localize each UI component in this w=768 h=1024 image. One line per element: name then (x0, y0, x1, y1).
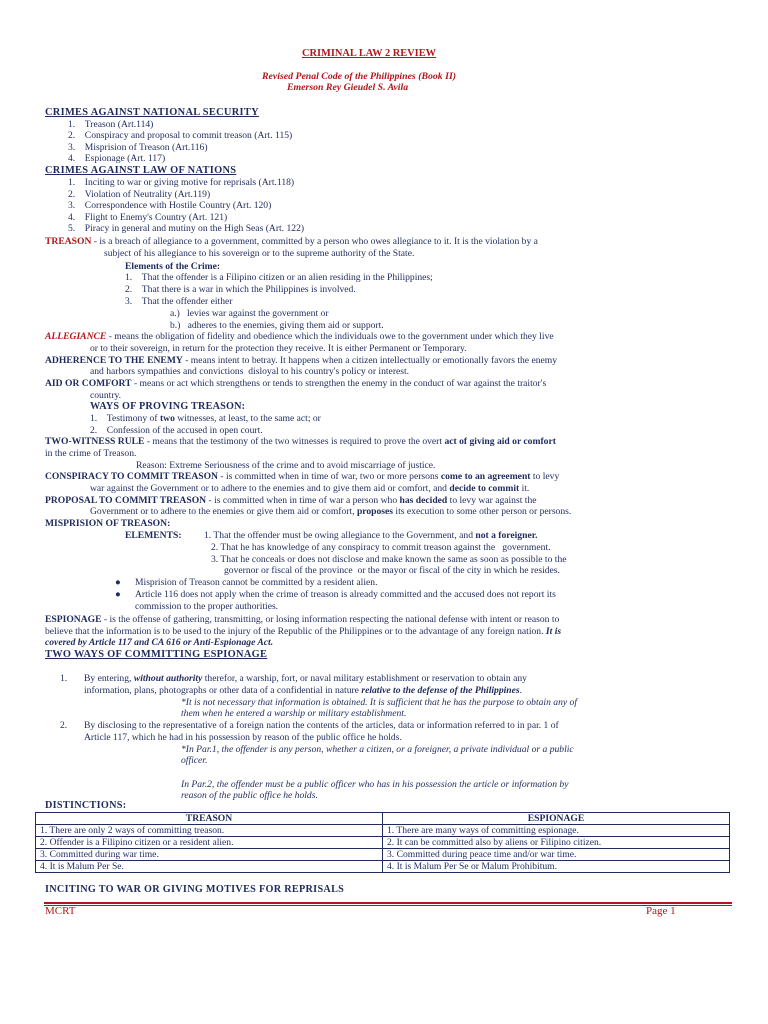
definition-text: - means intent to betray. It happens when a citizen intellectually or emotionally favors the enemy (182, 355, 558, 366)
definition-text-bold: decide to commit (449, 483, 520, 494)
definition-text: in the crime of Treason. (45, 448, 137, 459)
bullet-item: commission to the proper authorities. (135, 601, 279, 612)
list-text: therefor, a warship, fort, or naval military establishment or reservation to obtain any (202, 673, 527, 684)
list-text-bold: relative to the defense of the Philippines (361, 685, 520, 696)
bullet-item: Article 116 does not apply when the crime of treason is already committed and the accused does not report its (135, 589, 556, 600)
list-item: 2. That he has knowledge of any conspiracy to commit treason against the government. (211, 542, 551, 553)
list-item: 1. That the offender is a Filipino citizen or an alien residing in the Philippines; (125, 272, 433, 283)
note-text: In Par.2, the offender must be a public officer who has in his possession the article or information by (181, 779, 569, 790)
list-number: 2. (60, 720, 68, 731)
list-item: 2. Conspiracy and proposal to commit treason (Art. 115) (68, 130, 293, 141)
doc-subtitle: Revised Penal Code of the Philippines (Book II) (262, 71, 457, 82)
table-cell: 3. Committed during peace time and/or war time. (383, 849, 730, 861)
list-item: 2. Violation of Neutrality (Art.119) (68, 189, 211, 200)
table-cell: 3. Committed during war time. (36, 849, 383, 861)
list-item (84, 685, 522, 697)
elements-heading: Elements of the Crime: (125, 261, 221, 272)
distinctions-heading: DISTINCTIONS: (45, 800, 127, 811)
definition-text-bold: proposes (356, 506, 394, 517)
list-item: 2. That there is a war in which the Philippines is involved. (125, 284, 356, 295)
list-item (90, 413, 321, 425)
list-text: witnesses, at least, to the same act; or (174, 413, 321, 424)
definition-text: its execution to some other person or persons. (393, 506, 572, 517)
definition-text-bold: covered by Article 117 and CA 616 or Anti-Espionage Act. (45, 637, 274, 648)
list-text: By entering, (84, 673, 134, 684)
term-aid-or-comfort: AID OR COMFORT (45, 378, 132, 389)
allegiance-definition (45, 331, 554, 343)
definition-text: - is committed when in time of war a person who (206, 495, 400, 506)
definition-text-line (90, 506, 571, 518)
definition-text: subject of his allegiance to his sovereign or to the supreme authority of the State. (104, 248, 415, 259)
table-row (36, 825, 730, 837)
note-text: them when he entered a warship or military establishment. (181, 708, 407, 719)
note-text: reason of the public office he holds. (181, 790, 318, 801)
list-item: 5. Piracy in general and mutiny on the High Seas (Art. 122) (68, 223, 305, 234)
list-item: Article 117, which he had in his possession by reason of the public office he holds. (84, 732, 402, 743)
proposal-definition (45, 495, 537, 507)
doc-title: CRIMINAL LAW 2 REVIEW (302, 48, 437, 59)
list-text: 1. That the offender must be owing allegiance to the Government, and (204, 530, 476, 541)
list-item: 4. Espionage (Art. 117) (68, 153, 166, 164)
note-text: *It is not necessary that information is obtained. It is sufficient that he has the purpose to obtain any of (181, 697, 577, 708)
table-cell: 2. Offender is a Filipino citizen or a resident alien. (36, 837, 383, 849)
list-item: governor or fiscal of the province or the mayor or fiscal of the city in which he resides. (224, 565, 560, 576)
definition-text: - means the obligation of fidelity and obedience which the individuals owe to the government under which they live (106, 331, 554, 342)
term-espionage: ESPIONAGE (45, 614, 102, 625)
footer-left: MCRT (45, 905, 76, 917)
table-row (36, 861, 730, 873)
term-conspiracy: CONSPIRACY TO COMMIT TREASON (45, 471, 218, 482)
definition-text-bold: act of giving aid or comfort (444, 436, 556, 447)
definition-text: war against the Government or to adhere to the enemies and to give them aid or comfort, and (90, 483, 450, 494)
conspiracy-definition (45, 471, 559, 483)
table-header-row (36, 813, 730, 825)
definition-text: to levy war against the (447, 495, 537, 506)
bullet-marker: ● (115, 589, 121, 600)
list-text-bold: not a foreigner. (475, 530, 538, 541)
doc-author: Emerson Rey Gieudel S. Avila (287, 82, 409, 93)
table-cell: 1. There are only 2 ways of committing treason. (36, 825, 383, 837)
adherence-definition (45, 355, 557, 367)
treason-definition (45, 236, 538, 248)
list-text: 1. Testimony of (90, 413, 160, 424)
term-proposal: PROPOSAL TO COMMIT TREASON (45, 495, 207, 506)
table-header-treason: TREASON (36, 813, 383, 825)
definition-text-bold: come to an agreement (440, 471, 531, 482)
definition-text: - means that the testimony of the two witnesses is required to prove the overt (144, 436, 445, 447)
list-item: 3. Correspondence with Hostile Country (Art. 120) (68, 200, 272, 211)
definition-text: it. (519, 483, 530, 494)
list-text: information, plans, photographs or other data of a confidential in nature (84, 685, 362, 696)
list-item: 1. Inciting to war or giving motive for reprisals (Art.118) (68, 177, 295, 188)
table-row (36, 849, 730, 861)
two-witness-definition (45, 436, 556, 448)
definition-text: country. (90, 390, 122, 401)
definition-text: - is committed when in time of war, two or more persons (217, 471, 441, 482)
definition-text: - means or act which strengthens or tends to strengthen the enemy in the conduct of war against the traitor's (131, 378, 547, 389)
note-text: officer. (181, 755, 208, 766)
list-text: . (519, 685, 523, 696)
list-item: 3. Misprision of Treason (Art.116) (68, 142, 208, 153)
espionage-definition (45, 614, 559, 626)
table-cell: 1. There are many ways of committing espionage. (383, 825, 730, 837)
note-text: *In Par.1, the offender is any person, whether a citizen, or a foreigner, a private individual or a public (181, 744, 574, 755)
elements-heading: ELEMENTS: (125, 530, 182, 541)
table-cell: 4. It is Malum Per Se or Malum Prohibitum. (383, 861, 730, 873)
table-header-espionage: ESPIONAGE (383, 813, 730, 825)
list-item (204, 530, 537, 542)
list-item: 1. Treason (Art.114) (68, 119, 154, 130)
ways-heading: WAYS OF PROVING TREASON: (90, 401, 246, 412)
reason-text: Reason: Extreme Seriousness of the crime and to avoid miscarriage of justice. (136, 460, 436, 471)
list-item: 3. That he conceals or does not disclose and make known the same as soon as possible to the (211, 554, 567, 565)
definition-text: or to their sovereign, in return for the protection they receive. It is either Permanent or Temporary. (90, 343, 467, 354)
definition-text-line (90, 483, 529, 495)
definition-text: to levy (530, 471, 560, 482)
section-heading-national-security: CRIMES AGAINST NATIONAL SECURITY (45, 107, 259, 118)
footer-divider (44, 905, 732, 906)
term-treason: TREASON (45, 236, 92, 247)
definition-text: - is the offense of gathering, transmitting, or losing information respecting the national defense with intent or reason to (101, 614, 560, 625)
definition-text: believe that the information is to be used to the injury of the Republic of the Philippines or to the advantage of any foreign nation. (45, 626, 546, 637)
term-allegiance: ALLEGIANCE (45, 331, 107, 342)
list-item: 2. Confession of the accused in open court. (90, 425, 263, 436)
list-item: 3. That the offender either (125, 296, 233, 307)
aid-definition (45, 378, 546, 390)
table-cell: 4. It is Malum Per Se. (36, 861, 383, 873)
term-adherence: ADHERENCE TO THE ENEMY (45, 355, 183, 366)
list-text-bold: two (159, 413, 175, 424)
term-two-witness-rule: TWO-WITNESS RULE (45, 436, 145, 447)
definition-text: - is a breach of allegiance to a government, committed by a person who owes allegiance to it. It is the violation by a (91, 236, 538, 247)
list-item (84, 673, 527, 685)
definition-text-bold: has decided (399, 495, 448, 506)
section-heading-two-ways: TWO WAYS OF COMMITTING ESPIONAGE (45, 649, 268, 660)
list-text-bold: without authority (133, 673, 203, 684)
distinctions-table (35, 812, 730, 873)
list-number: 1. (60, 673, 68, 684)
bullet-item: Misprision of Treason cannot be committed by a resident alien. (135, 577, 378, 588)
table-row (36, 837, 730, 849)
section-heading-inciting: INCITING TO WAR OR GIVING MOTIVES FOR REPRISALS (45, 884, 345, 895)
term-misprision: MISPRISION OF TREASON: (45, 518, 171, 529)
page-number: Page 1 (646, 905, 676, 917)
bullet-marker: ● (115, 577, 121, 588)
list-item: 4. Flight to Enemy's Country (Art. 121) (68, 212, 228, 223)
section-heading-law-of-nations: CRIMES AGAINST LAW OF NATIONS (45, 165, 237, 176)
list-item: b.) adheres to the enemies, giving them aid or support. (170, 320, 384, 331)
footer-divider (44, 902, 732, 904)
definition-text-line (45, 626, 561, 638)
table-cell: 2. It can be committed also by aliens or Filipino citizen. (383, 837, 730, 849)
definition-text-bold: It is (545, 626, 562, 637)
definition-text: Government or to adhere to the enemies or give them aid or comfort, (90, 506, 357, 517)
list-item: By disclosing to the representative of a foreign nation the contents of the articles, data or information referred to in par. 1 of (84, 720, 559, 731)
definition-text: and harbors sympathies and convictions disloyal to his country's policy or interest. (90, 366, 410, 377)
list-item: a.) levies war against the government or (170, 308, 329, 319)
